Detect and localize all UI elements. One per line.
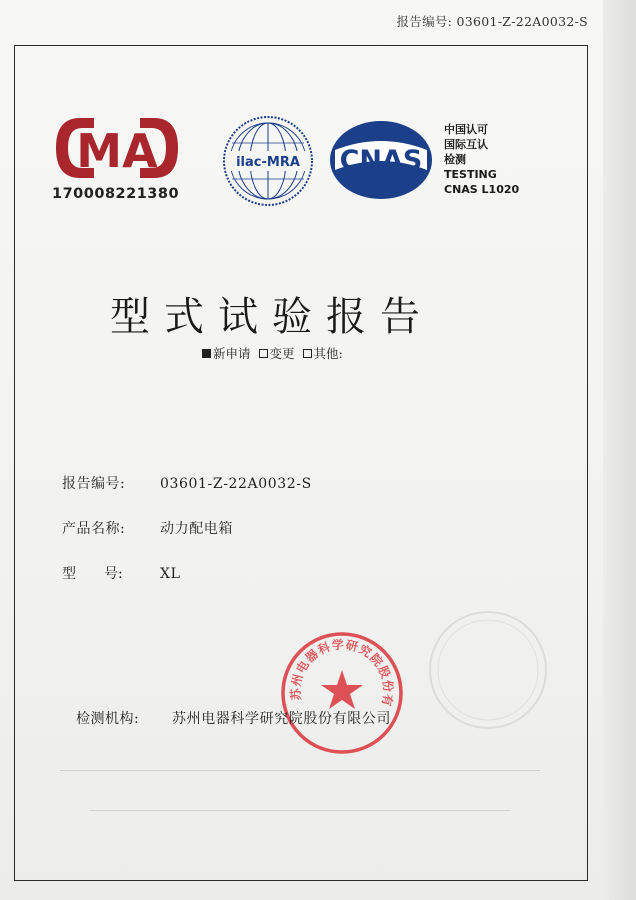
header-report-number: 报告编号: 03601-Z-22A0032-S	[396, 14, 588, 29]
option-label: 其他:	[313, 346, 343, 361]
cma-letters: MA	[76, 124, 158, 178]
cnas-mark-icon	[329, 120, 433, 200]
product-name-label: 产品名称:	[62, 521, 126, 537]
application-type-options	[202, 344, 343, 362]
cnas-accreditation-text	[444, 122, 519, 197]
checkbox-icon	[303, 349, 312, 358]
cnas-logo	[329, 120, 433, 200]
cnas-letters: CNAS	[339, 145, 423, 176]
cma-logo	[52, 112, 182, 212]
divider	[60, 770, 540, 771]
cnas-line: 国际互认	[444, 138, 488, 151]
cnas-line: CNAS L1020	[444, 183, 520, 196]
page-edge	[603, 0, 636, 900]
cnas-line: TESTING	[444, 168, 497, 181]
page-title: 型式试验报告	[110, 294, 434, 340]
option-new-application[interactable]	[202, 344, 251, 362]
faint-seal-icon	[425, 607, 551, 733]
model-label: 型 号:	[62, 566, 123, 582]
report-number-field	[62, 473, 312, 493]
model-field	[62, 563, 180, 583]
cma-number: 170008221380	[52, 186, 180, 202]
red-seal-icon	[279, 630, 405, 756]
model-value: XL	[160, 566, 181, 582]
option-other[interactable]	[303, 344, 343, 362]
checked-box-icon	[202, 349, 211, 358]
ilac-globe-icon	[222, 115, 314, 207]
cma-mark-icon	[52, 112, 182, 184]
institution-field	[76, 708, 391, 728]
official-seal	[279, 630, 405, 756]
institution-value: 苏州电器科学研究院股份有限公司	[172, 711, 391, 727]
seal-arc-text: 苏州电器科学研究院股份有	[288, 637, 396, 709]
faint-seal-imprint	[425, 607, 551, 733]
cnas-line: 检测	[444, 153, 466, 166]
report-number-label: 报告编号:	[62, 476, 126, 492]
product-name-field	[62, 518, 233, 538]
divider	[90, 810, 510, 811]
product-name-value: 动力配电箱	[160, 521, 233, 537]
ilac-text: ilac-MRA	[236, 155, 300, 170]
option-change[interactable]	[259, 344, 295, 362]
option-label: 新申请	[213, 346, 251, 361]
checkbox-icon	[259, 349, 268, 358]
report-number-value: 03601-Z-22A0032-S	[160, 476, 312, 492]
institution-label: 检测机构:	[76, 711, 140, 727]
cnas-line: 中国认可	[444, 123, 488, 136]
option-label: 变更	[269, 346, 295, 361]
ilac-mra-logo	[222, 115, 314, 207]
